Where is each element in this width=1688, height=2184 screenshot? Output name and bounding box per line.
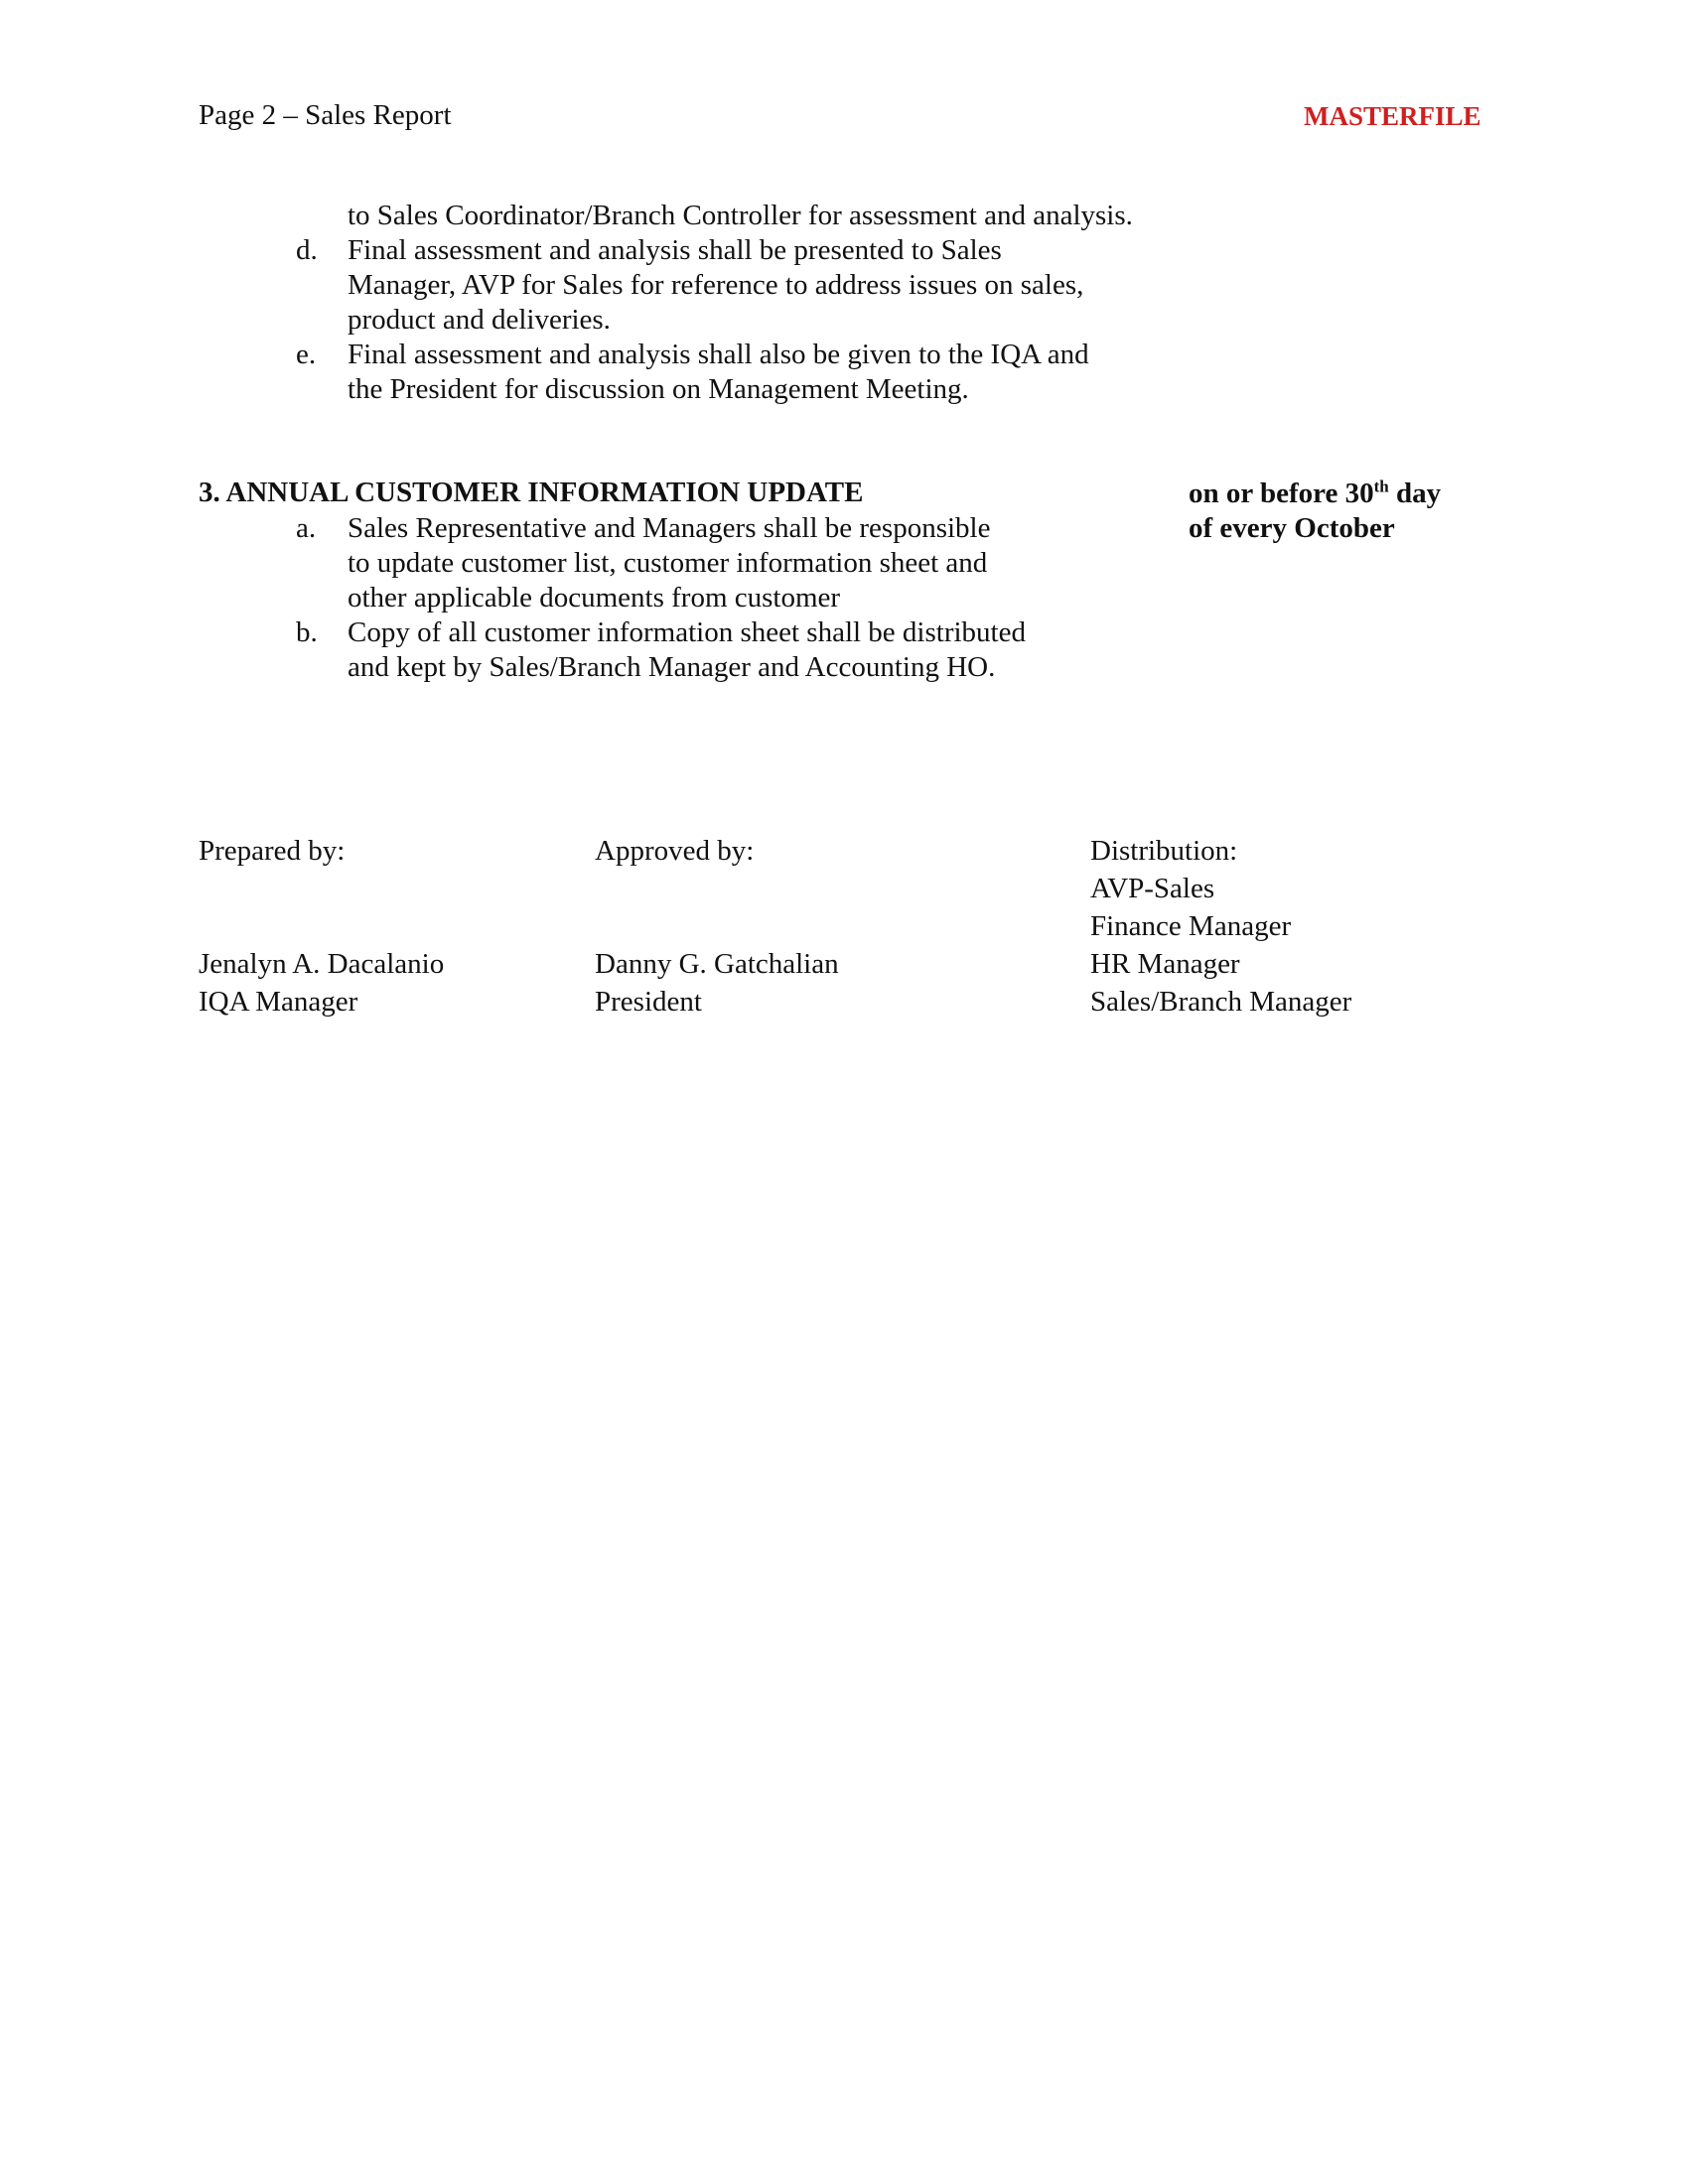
- section-3-deadline: [1189, 477, 1441, 546]
- list-item-text: [348, 511, 990, 615]
- list-item-text: [348, 338, 1089, 407]
- deadline-text: on or before 30: [1189, 478, 1374, 509]
- distribution-recipient: HR Manager: [1090, 948, 1240, 980]
- prepared-by-name: Jenalyn A. Dacalanio: [199, 948, 445, 980]
- list-line: to update customer list, customer information sheet and: [348, 547, 988, 579]
- list-marker: a.: [296, 512, 317, 544]
- prepared-by-label: Prepared by:: [199, 835, 346, 867]
- list-item-text: [348, 615, 1026, 685]
- list-line: other applicable documents from customer: [348, 582, 841, 614]
- list-line: Final assessment and analysis shall also be given to the IQA and: [348, 339, 1089, 370]
- list-line: the President for discussion on Management Meeting.: [348, 373, 969, 405]
- distribution-recipient: Finance Manager: [1090, 910, 1292, 942]
- list-line: product and deliveries.: [348, 304, 611, 336]
- list-item-text: [348, 233, 1083, 338]
- approved-by-label: Approved by:: [595, 835, 755, 867]
- distribution-recipient: AVP-Sales: [1090, 873, 1215, 904]
- approved-by-position: President: [595, 986, 702, 1018]
- deadline-ordinal: th: [1373, 477, 1389, 496]
- signature-space: [199, 870, 444, 945]
- list-line: Final assessment and analysis shall be presented to Sales: [348, 234, 1002, 266]
- list-line: Manager, AVP for Sales for reference to address issues on sales,: [348, 269, 1084, 301]
- list-line: Sales Representative and Managers shall be responsible: [348, 512, 991, 544]
- signature-space: [595, 870, 839, 945]
- distribution-block: [1090, 832, 1351, 1021]
- list-marker: b.: [296, 616, 318, 648]
- distribution-recipient: Sales/Branch Manager: [1090, 986, 1352, 1018]
- masterfile-stamp: MASTERFILE: [1304, 101, 1481, 131]
- distribution-label: Distribution:: [1090, 835, 1238, 867]
- list-line: and kept by Sales/Branch Manager and Accounting HO.: [348, 651, 996, 683]
- deadline-text: day: [1388, 478, 1442, 509]
- prepared-by-block: [199, 832, 444, 1021]
- approved-by-name: Danny G. Gatchalian: [595, 948, 839, 980]
- deadline-line-2: of every October: [1189, 512, 1395, 544]
- list-line: Copy of all customer information sheet shall be distributed: [348, 616, 1026, 648]
- approved-by-block: [595, 832, 839, 1021]
- carryover-line: to Sales Coordinator/Branch Controller for assessment and analysis.: [348, 200, 1133, 231]
- list-marker: d.: [296, 234, 318, 266]
- prepared-by-position: IQA Manager: [199, 986, 358, 1018]
- list-marker: e.: [296, 339, 317, 370]
- page-header-label: Page 2 – Sales Report: [199, 99, 452, 131]
- deadline-line-1: [1189, 477, 1441, 511]
- section-3-title: 3. ANNUAL CUSTOMER INFORMATION UPDATE: [199, 477, 864, 508]
